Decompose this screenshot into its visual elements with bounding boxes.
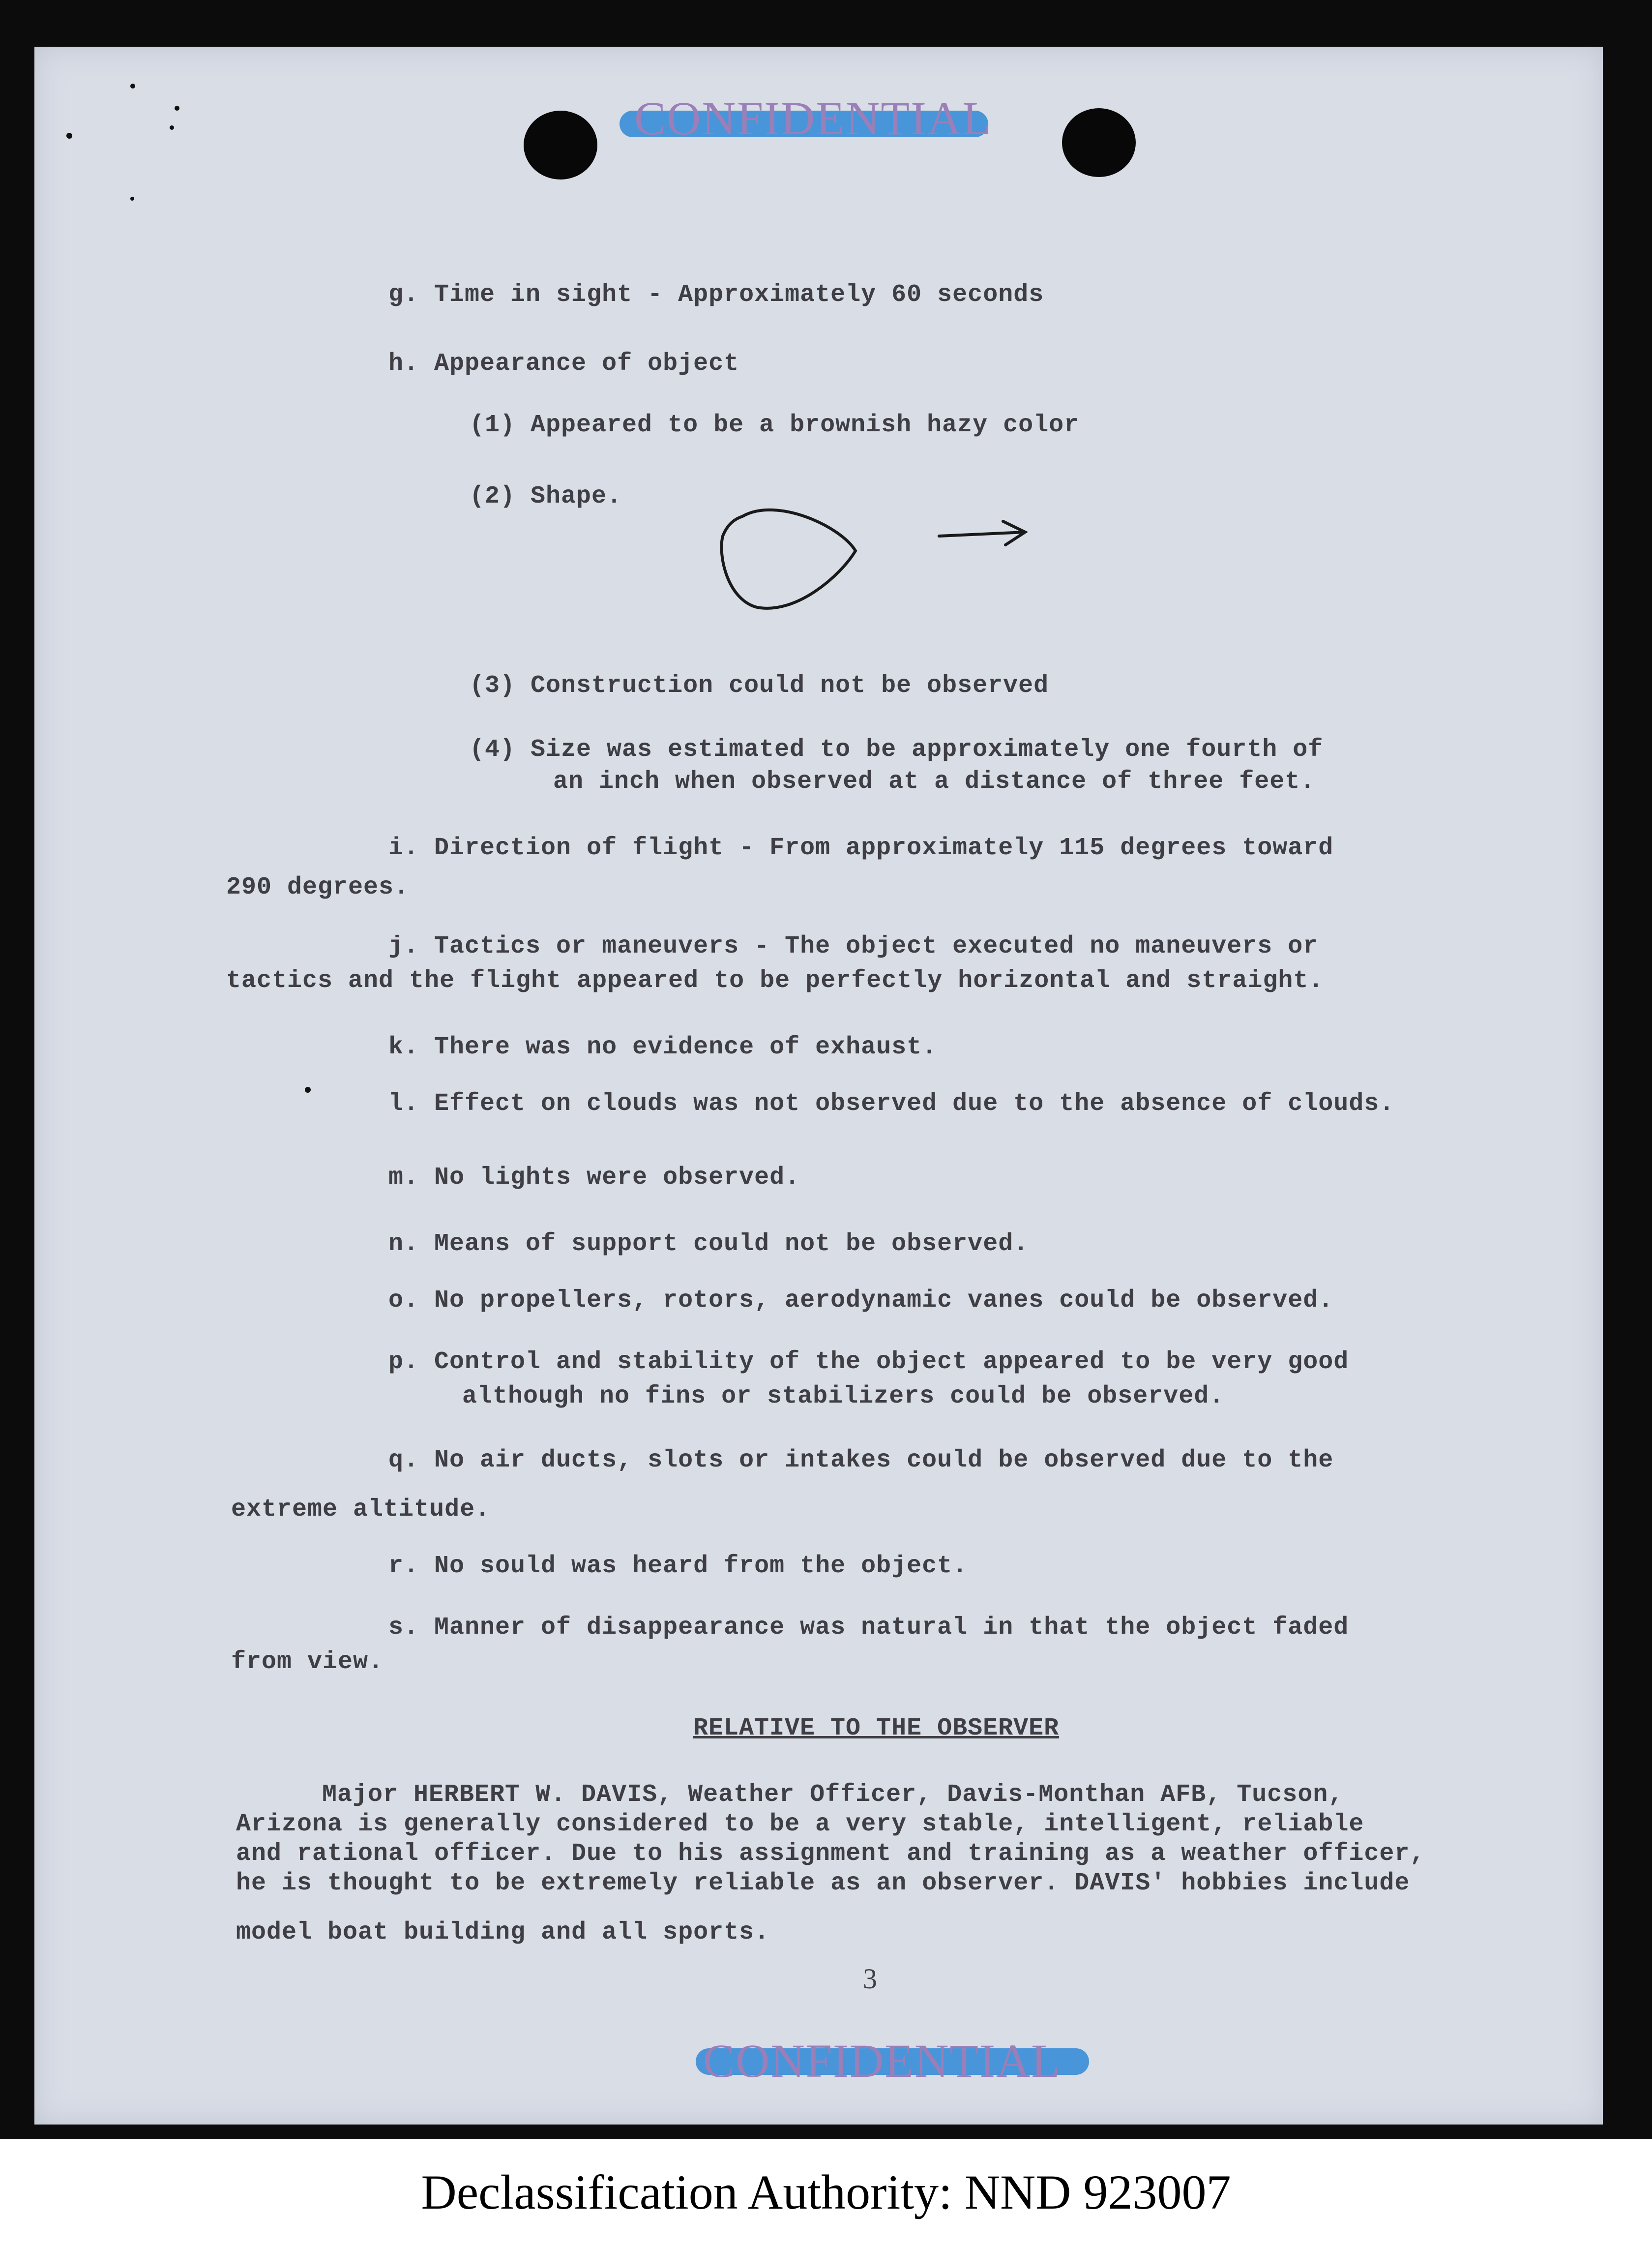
item-n: n. Means of support could not be observed.	[388, 1230, 1029, 1258]
punch-hole-left	[524, 111, 597, 180]
speck	[130, 84, 135, 89]
item-h3: (3) Construction could not be observed	[470, 672, 1049, 700]
section-heading: RELATIVE TO THE OBSERVER	[693, 1714, 1060, 1742]
observer-paragraph-line4: he is thought to be extremely reliable as an observer. DAVIS' hobbies include	[236, 1869, 1410, 1897]
punch-hole-right	[1062, 108, 1136, 177]
item-h1: (1) Appeared to be a brownish hazy color	[470, 411, 1080, 439]
item-m: m. No lights were observed.	[388, 1164, 800, 1192]
item-j-line1: j. Tactics or maneuvers - The object executed no maneuvers or	[388, 932, 1319, 960]
observer-paragraph-line5: model boat building and all sports.	[236, 1918, 770, 1946]
confidential-stamp-bottom: CONFIDENTIAL	[703, 2035, 1061, 2087]
observer-paragraph-line3: and rational officer. Due to his assignment and training as a weather officer,	[236, 1840, 1425, 1868]
object-shape-sketch	[708, 497, 1072, 625]
declassification-caption: Declassification Authority: NND 923007	[421, 2165, 1231, 2219]
speck	[130, 197, 134, 201]
item-p-line1: p. Control and stability of the object appeared to be very good	[388, 1348, 1349, 1376]
speck	[170, 125, 174, 130]
confidential-stamp-top: CONFIDENTIAL	[634, 92, 992, 145]
item-h4-line1: (4) Size was estimated to be approximately one fourth of	[470, 736, 1324, 764]
item-k: k. There was no evidence of exhaust.	[388, 1033, 938, 1061]
item-i-line1: i. Direction of flight - From approximately 115 degrees toward	[388, 834, 1334, 862]
speck	[175, 106, 179, 111]
item-q-line2: extreme altitude.	[231, 1496, 491, 1524]
direction-arrow-icon	[939, 521, 1025, 545]
item-j-line2: tactics and the flight appeared to be perfectly horizontal and straight.	[226, 967, 1324, 995]
oval-shape-drawing	[722, 510, 856, 608]
item-l: l. Effect on clouds was not observed due to the absence of clouds.	[388, 1090, 1395, 1118]
item-h4-line2: an inch when observed at a distance of three feet.	[553, 768, 1316, 796]
speck	[66, 133, 72, 139]
observer-paragraph-line1: Major HERBERT W. DAVIS, Weather Officer, Davis-Monthan AFB, Tucson,	[322, 1781, 1344, 1809]
item-h: h. Appearance of object	[388, 350, 739, 378]
item-s-line1: s. Manner of disappearance was natural in that the object faded	[388, 1614, 1349, 1642]
item-o: o. No propellers, rotors, aerodynamic vanes could be observed.	[388, 1287, 1334, 1315]
item-r: r. No sould was heard from the object.	[388, 1552, 968, 1580]
item-s-line2: from view.	[231, 1648, 384, 1676]
item-q-line1: q. No air ducts, slots or intakes could be observed due to the	[388, 1446, 1334, 1474]
speck	[305, 1087, 311, 1093]
observer-paragraph-line2: Arizona is generally considered to be a very stable, intelligent, reliable	[236, 1810, 1364, 1838]
item-p-line2: although no fins or stabilizers could be observed.	[462, 1382, 1225, 1410]
page-number: 3	[863, 1963, 877, 1995]
item-i-line2: 290 degrees.	[226, 873, 410, 901]
item-h2: (2) Shape.	[470, 482, 622, 510]
item-g: g. Time in sight - Approximately 60 seconds	[388, 281, 1044, 309]
